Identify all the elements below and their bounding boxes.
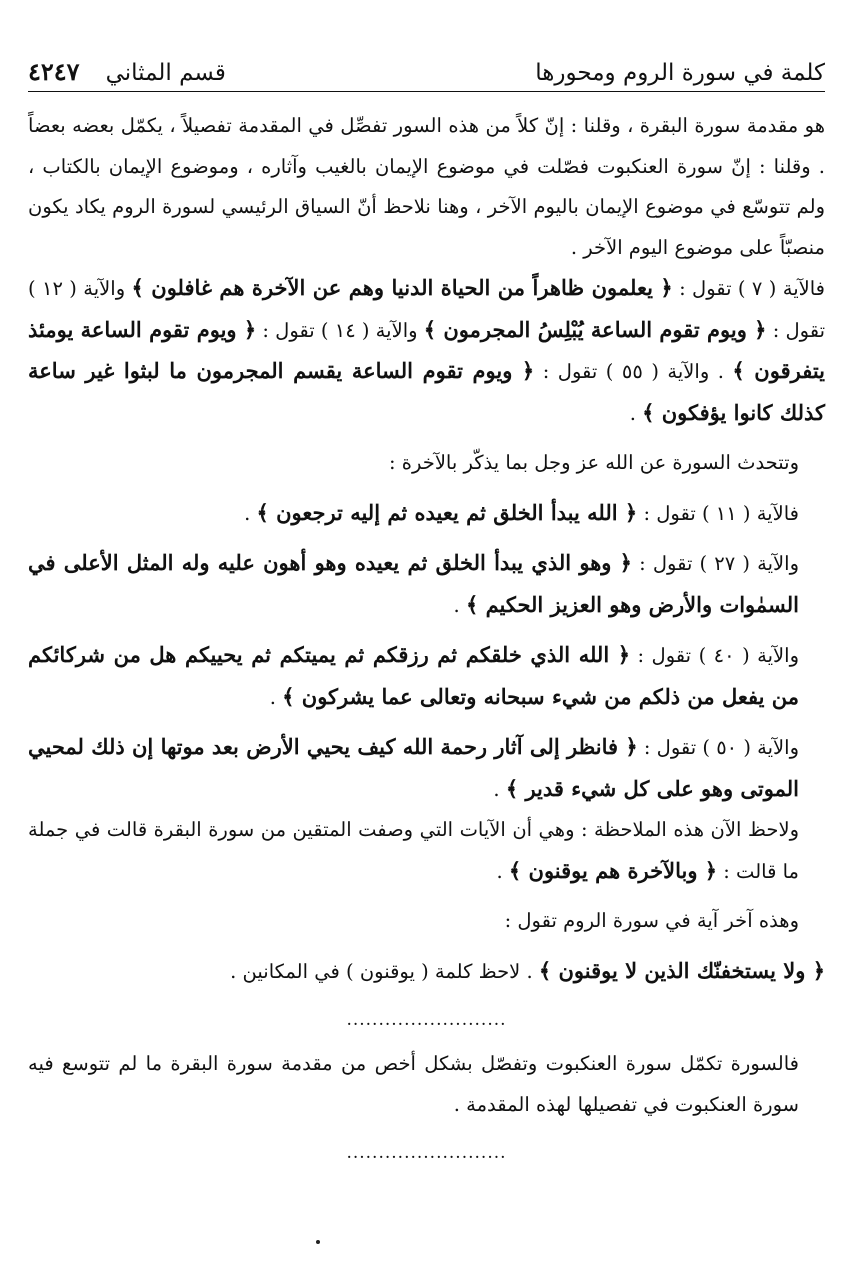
section-separator: ......................... — [346, 1010, 507, 1030]
quran-quote: ﴿ الله يبدأ الخلق ثم يعيده ثم إليه ترجعون ﴾ — [256, 499, 638, 525]
paragraph-conclusion: فالسورة تكمّل سورة العنكبوت وتفصّل بشكل أخص من مقدمة سورة البقرة ما لم تتوسع فيه سورة العنكبوت في تفصيلها لهذه المقدمة . — [28, 1052, 799, 1116]
print-speck — [316, 1240, 320, 1244]
text-segment: والآية ( ١٢ ) تقول : — [28, 277, 826, 342]
text-segment: ولاحظ الآن هذه الملاحظة : وهي أن الآيات التي وصفت المتقين من سورة البقرة قالت في جملة ما قالت : — [28, 818, 799, 883]
paragraph-baqara-note — [28, 810, 825, 892]
text-segment: . — [629, 401, 643, 425]
quran-quote: ﴿ ويوم تقوم الساعة يُبْلِسُ المجرمون ﴾ — [423, 316, 767, 342]
quran-quote: ﴿ يعلمون ظاهراً من الحياة الدنيا وهم عن الآخرة هم غافلون ﴾ — [131, 275, 673, 300]
text-segment: . — [269, 685, 283, 709]
paragraph-last-verse-intro: وهذه آخر آية في سورة الروم تقول : — [504, 909, 799, 932]
text-segment: . والآية ( ٥٥ ) تقول : — [534, 360, 733, 383]
text-segment: . — [244, 501, 257, 525]
paragraph-last-verse — [28, 951, 825, 993]
text-segment: فالآية ( ٧ ) تقول : — [672, 277, 825, 300]
text-segment: والآية ( ٢٧ ) تقول : — [631, 552, 799, 575]
section-label: قسم المثاني — [105, 60, 226, 86]
quran-quote: ﴿ ويوم تقوم الساعة يقسم المجرمون ما لبثوا غير ساعة كذلك كانوا يؤفكون ﴾ — [28, 358, 825, 425]
quran-quote: ﴿ ويوم تقوم الساعة يومئذ يتفرقون ﴾ — [28, 316, 826, 383]
text-segment: . — [496, 859, 509, 883]
text-segment: . لاحظ كلمة ( يوقنون ) في المكانين . — [230, 959, 539, 983]
quran-quote: ﴿ وبالآخرة هم يوقنون ﴾ — [508, 857, 718, 883]
page-body — [28, 106, 825, 1177]
quran-quote: ﴿ وهو الذي يبدأ الخلق ثم يعيده وهو أهون عليه وله المثل الأعلى في السمٰوات والأرض وهو العزيز الحكيم ﴾ — [28, 550, 799, 617]
text-segment: والآية ( ١٤ ) تقول : — [256, 318, 424, 342]
text-segment: فالآية ( ١١ ) تقول : — [637, 501, 799, 525]
section-separator: ......................... — [346, 1143, 507, 1163]
text-segment: . — [493, 777, 506, 801]
paragraph-intro: هو مقدمة سورة البقرة ، وقلنا : إنّ كلاً من هذه السور تفصِّل في المقدمة تفصيلاً ، يكمّل بعضه بعضاً . وقلنا : إنّ سورة العنكبوت فصّلت في موضوع الإيمان بالغيب وآثاره ، وموضوع الإيمان بالكتاب ، ولم تتوسّع في موضوع الإيمان باليوم الآخر ، وهنا نلاحظ أنّ السياق الرئيسي لسورة الروم يكاد يكون منصبّاً على موضوع اليوم الآخر . — [28, 114, 825, 259]
header-rule — [28, 91, 825, 92]
paragraph-verse-50 — [28, 727, 825, 810]
quran-quote: ﴿ ولا يستخفنّك الذين لا يوقنون ﴾ — [538, 957, 825, 983]
paragraph-verses-akhira — [28, 268, 825, 434]
paragraph-verse-11 — [28, 493, 825, 535]
paragraph-verse-40 — [28, 635, 825, 718]
paragraph-transition: وتتحدث السورة عن الله عز وجل بما يذكّر بالآخرة : — [389, 451, 799, 474]
chapter-title: كلمة في سورة الروم ومحورها — [535, 60, 825, 86]
running-header — [28, 46, 825, 86]
page-number: ٤٢٤٧ — [28, 57, 80, 86]
text-segment: والآية ( ٤٠ ) تقول : — [630, 644, 799, 667]
book-page — [28, 0, 825, 1273]
quran-quote: ﴿ فانظر إلى آثار رحمة الله كيف يحيي الأرض بعد موتها إن ذلك لمحيي الموتى وهو على كل شيء قدير ﴾ — [28, 734, 799, 801]
paragraph-verse-27 — [28, 543, 825, 626]
text-segment: . — [453, 593, 466, 617]
header-left-group — [28, 57, 226, 86]
quran-quote: ﴿ الله الذي خلقكم ثم رزقكم ثم يميتكم ثم يحييكم هل من شركائكم من يفعل من ذلكم من شيء سبحانه وتعالى عما يشركون ﴾ — [28, 642, 799, 709]
text-segment: والآية ( ٥٠ ) تقول : — [637, 736, 799, 759]
